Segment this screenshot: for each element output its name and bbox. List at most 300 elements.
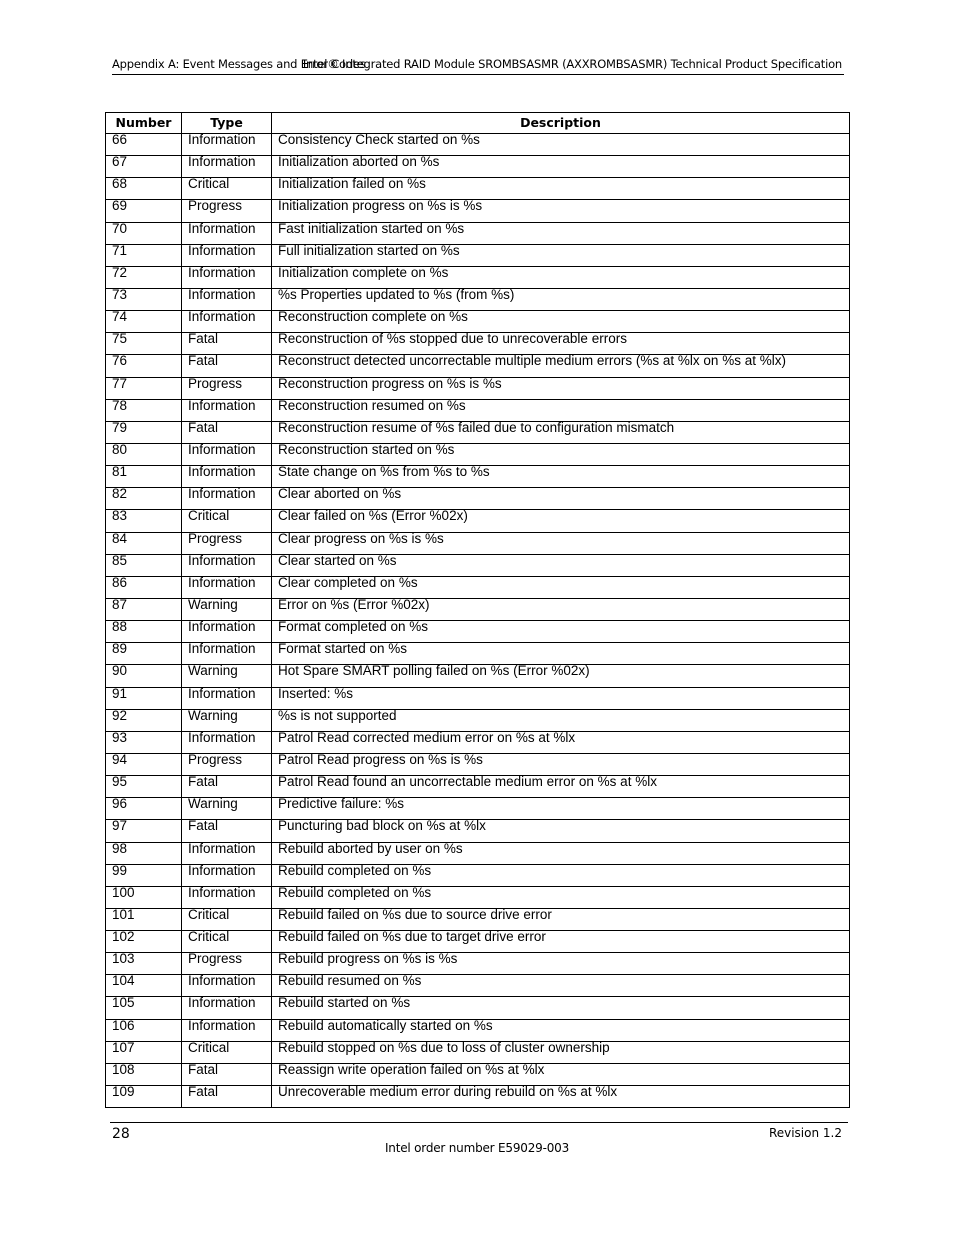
cell-number-text: 72 <box>112 264 128 280</box>
cell-number <box>106 266 182 288</box>
cell-number-text: 90 <box>112 663 128 679</box>
table-row <box>106 200 850 222</box>
header-section-title: Appendix A: Event Messages and Error Codes <box>112 57 366 71</box>
cell-number-text: 69 <box>112 198 128 214</box>
table-row <box>106 244 850 266</box>
cell-description <box>272 554 850 576</box>
cell-description <box>272 1019 850 1041</box>
cell-number-text: 78 <box>112 397 128 413</box>
cell-type-text: Fatal <box>188 1061 219 1077</box>
cell-number-text: 79 <box>112 419 128 435</box>
table-row <box>106 886 850 908</box>
cell-number-text: 100 <box>112 884 135 900</box>
cell-type-text: Critical <box>188 906 230 922</box>
cell-type <box>182 134 272 156</box>
cell-number <box>106 134 182 156</box>
table-row <box>106 266 850 288</box>
cell-description <box>272 200 850 222</box>
cell-description <box>272 908 850 930</box>
cell-type-text: Critical <box>188 176 230 192</box>
cell-description <box>272 178 850 200</box>
cell-type-text: Information <box>188 574 256 590</box>
cell-number-text: 94 <box>112 751 128 767</box>
cell-description-text: Inserted: %s <box>278 685 354 701</box>
cell-description <box>272 377 850 399</box>
cell-number <box>106 864 182 886</box>
cell-type <box>182 709 272 731</box>
cell-type-text: Warning <box>188 663 238 679</box>
cell-type-text: Information <box>188 840 256 856</box>
cell-type <box>182 554 272 576</box>
cell-type <box>182 798 272 820</box>
cell-number <box>106 953 182 975</box>
cell-type-text: Progress <box>188 751 243 767</box>
table-row <box>106 443 850 465</box>
cell-number-text: 93 <box>112 729 128 745</box>
cell-type <box>182 665 272 687</box>
cell-type-text: Information <box>188 309 256 325</box>
cell-number-text: 98 <box>112 840 128 856</box>
cell-description-text: %s is not supported <box>278 707 397 723</box>
cell-type <box>182 288 272 310</box>
cell-description-text: Rebuild started on %s <box>278 995 411 1011</box>
cell-type-text: Critical <box>188 1039 230 1055</box>
cell-type <box>182 1086 272 1108</box>
cell-number-text: 82 <box>112 486 128 502</box>
cell-type-text: Fatal <box>188 353 219 369</box>
cell-type-text: Information <box>188 464 256 480</box>
cell-number <box>106 753 182 775</box>
table-row <box>106 753 850 775</box>
cell-number-text: 74 <box>112 309 128 325</box>
cell-type-text: Information <box>188 729 256 745</box>
cell-description-text: Reconstruction of %s stopped due to unrecoverable errors <box>278 331 627 347</box>
cell-type <box>182 488 272 510</box>
cell-description <box>272 842 850 864</box>
table-row <box>106 864 850 886</box>
column-header-number: Number <box>106 113 182 134</box>
cell-description-text: Initialization aborted on %s <box>278 154 440 170</box>
cell-type-text: Warning <box>188 596 238 612</box>
cell-description-text: Rebuild automatically started on %s <box>278 1017 493 1033</box>
cell-number-text: 96 <box>112 796 128 812</box>
table-row <box>106 311 850 333</box>
cell-number-text: 95 <box>112 774 128 790</box>
cell-type <box>182 842 272 864</box>
table-row <box>106 997 850 1019</box>
cell-number-text: 105 <box>112 995 135 1011</box>
cell-description <box>272 532 850 554</box>
cell-description <box>272 1086 850 1108</box>
cell-description-text: Reconstruction started on %s <box>278 441 455 457</box>
cell-number <box>106 621 182 643</box>
cell-number <box>106 731 182 753</box>
cell-description <box>272 665 850 687</box>
cell-number <box>106 222 182 244</box>
cell-description <box>272 997 850 1019</box>
cell-description-text: State change on %s from %s to %s <box>278 464 490 480</box>
cell-number <box>106 576 182 598</box>
cell-description <box>272 886 850 908</box>
cell-type <box>182 311 272 333</box>
table-row <box>106 222 850 244</box>
cell-number-text: 76 <box>112 353 128 369</box>
cell-number <box>106 997 182 1019</box>
cell-description-text: Full initialization started on %s <box>278 242 460 258</box>
table-row <box>106 421 850 443</box>
cell-number <box>106 908 182 930</box>
cell-type <box>182 753 272 775</box>
cell-description-text: Clear completed on %s <box>278 574 418 590</box>
cell-type-text: Information <box>188 441 256 457</box>
cell-type-text: Information <box>188 132 256 147</box>
cell-type <box>182 687 272 709</box>
table-row <box>106 776 850 798</box>
cell-description-text: Clear progress on %s is %s <box>278 530 444 546</box>
cell-description-text: Rebuild progress on %s is %s <box>278 951 458 967</box>
cell-description-text: Unrecoverable medium error during rebuild on %s at %lx <box>278 1084 618 1100</box>
cell-description-text: Clear failed on %s (Error %02x) <box>278 508 468 524</box>
cell-description <box>272 466 850 488</box>
cell-number-text: 75 <box>112 331 128 347</box>
cell-description <box>272 244 850 266</box>
cell-type-text: Information <box>188 884 256 900</box>
column-header-type: Type <box>182 113 272 134</box>
cell-description <box>272 134 850 156</box>
cell-type <box>182 200 272 222</box>
cell-description-text: Clear started on %s <box>278 552 397 568</box>
cell-description-text: Initialization complete on %s <box>278 264 449 280</box>
cell-number <box>106 1041 182 1063</box>
cell-number-text: 71 <box>112 242 128 258</box>
cell-type <box>182 864 272 886</box>
cell-number-text: 83 <box>112 508 128 524</box>
table-row <box>106 687 850 709</box>
cell-type-text: Information <box>188 486 256 502</box>
cell-description-text: Hot Spare SMART polling failed on %s (Error %02x) <box>278 663 590 679</box>
cell-type <box>182 975 272 997</box>
header-document-title: Intel® Integrated RAID Module SROMBSASMR (AXXROMBSASMR) Technical Product Specification <box>302 57 842 71</box>
footer-divider <box>110 1122 848 1123</box>
cell-type-text: Critical <box>188 929 230 945</box>
cell-number-text: 108 <box>112 1061 135 1077</box>
table-row <box>106 399 850 421</box>
cell-number-text: 102 <box>112 929 135 945</box>
cell-number-text: 70 <box>112 220 128 236</box>
cell-type <box>182 178 272 200</box>
cell-description-text: Rebuild resumed on %s <box>278 973 422 989</box>
table-row <box>106 510 850 532</box>
cell-number-text: 85 <box>112 552 128 568</box>
table-row <box>106 798 850 820</box>
cell-number-text: 66 <box>112 132 128 147</box>
table-row <box>106 908 850 930</box>
table-body <box>106 134 850 1108</box>
cell-number <box>106 156 182 178</box>
cell-description <box>272 621 850 643</box>
cell-description-text: Clear aborted on %s <box>278 486 402 502</box>
cell-type-text: Fatal <box>188 419 219 435</box>
cell-number-text: 92 <box>112 707 128 723</box>
cell-type-text: Fatal <box>188 331 219 347</box>
cell-number <box>106 1063 182 1085</box>
cell-description <box>272 776 850 798</box>
table-row <box>106 709 850 731</box>
cell-description <box>272 753 850 775</box>
cell-description-text: Patrol Read found an uncorrectable medium error on %s at %lx <box>278 774 657 790</box>
cell-description <box>272 288 850 310</box>
cell-number-text: 89 <box>112 641 128 657</box>
table-row <box>106 643 850 665</box>
cell-number-text: 88 <box>112 619 128 635</box>
table-row <box>106 820 850 842</box>
table-row <box>106 1041 850 1063</box>
cell-type <box>182 643 272 665</box>
cell-number <box>106 886 182 908</box>
cell-number <box>106 554 182 576</box>
cell-type <box>182 443 272 465</box>
cell-type-text: Critical <box>188 508 230 524</box>
cell-description-text: Rebuild completed on %s <box>278 884 432 900</box>
order-number: Intel order number E59029-003 <box>384 1141 570 1155</box>
cell-number-text: 84 <box>112 530 128 546</box>
cell-description <box>272 953 850 975</box>
cell-number <box>106 488 182 510</box>
cell-description <box>272 1041 850 1063</box>
table-row <box>106 288 850 310</box>
table-row <box>106 598 850 620</box>
cell-description <box>272 687 850 709</box>
cell-type <box>182 222 272 244</box>
cell-type-text: Information <box>188 220 256 236</box>
cell-number-text: 104 <box>112 973 135 989</box>
table-row <box>106 1086 850 1108</box>
cell-description-text: Rebuild completed on %s <box>278 862 432 878</box>
cell-type <box>182 1041 272 1063</box>
cell-description-text: Patrol Read progress on %s is %s <box>278 751 483 767</box>
cell-type <box>182 266 272 288</box>
cell-type-text: Information <box>188 619 256 635</box>
cell-description-text: Error on %s (Error %02x) <box>278 596 430 612</box>
cell-type-text: Warning <box>188 707 238 723</box>
table-row <box>106 488 850 510</box>
cell-type-text: Information <box>188 685 256 701</box>
cell-type-text: Warning <box>188 796 238 812</box>
cell-description-text: Rebuild failed on %s due to target drive error <box>278 929 546 945</box>
cell-number <box>106 643 182 665</box>
cell-description-text: Reconstruction complete on %s <box>278 309 468 325</box>
cell-type-text: Information <box>188 1017 256 1033</box>
cell-type-text: Fatal <box>188 774 219 790</box>
cell-number <box>106 200 182 222</box>
cell-number-text: 99 <box>112 862 128 878</box>
cell-description-text: %s Properties updated to %s (from %s) <box>278 286 515 302</box>
cell-description-text: Rebuild stopped on %s due to loss of cluster ownership <box>278 1039 610 1055</box>
cell-number <box>106 178 182 200</box>
cell-description-text: Reconstruct detected uncorrectable multiple medium errors (%s at %lx on %s at %lx) <box>278 353 786 369</box>
cell-number <box>106 466 182 488</box>
cell-number <box>106 931 182 953</box>
cell-type-text: Information <box>188 264 256 280</box>
cell-number <box>106 665 182 687</box>
cell-type <box>182 908 272 930</box>
table-row <box>106 576 850 598</box>
cell-description-text: Reconstruction resumed on %s <box>278 397 466 413</box>
table-row <box>106 731 850 753</box>
cell-type-text: Progress <box>188 198 243 214</box>
cell-type-text: Progress <box>188 530 243 546</box>
cell-type <box>182 333 272 355</box>
cell-number <box>106 598 182 620</box>
cell-type <box>182 820 272 842</box>
cell-number-text: 81 <box>112 464 128 480</box>
cell-number <box>106 288 182 310</box>
table-row <box>106 355 850 377</box>
cell-number-text: 87 <box>112 596 128 612</box>
cell-number-text: 101 <box>112 906 135 922</box>
cell-type <box>182 244 272 266</box>
cell-number-text: 106 <box>112 1017 135 1033</box>
cell-number-text: 77 <box>112 375 128 391</box>
cell-description <box>272 731 850 753</box>
cell-number <box>106 244 182 266</box>
cell-type <box>182 532 272 554</box>
cell-description <box>272 576 850 598</box>
cell-type <box>182 1063 272 1085</box>
cell-number-text: 103 <box>112 951 135 967</box>
cell-number-text: 80 <box>112 441 128 457</box>
cell-number-text: 97 <box>112 818 128 834</box>
cell-type <box>182 421 272 443</box>
table-row <box>106 333 850 355</box>
table-row <box>106 178 850 200</box>
cell-description-text: Initialization progress on %s is %s <box>278 198 483 214</box>
cell-description <box>272 156 850 178</box>
cell-description <box>272 709 850 731</box>
cell-number <box>106 687 182 709</box>
cell-type <box>182 621 272 643</box>
cell-number <box>106 975 182 997</box>
cell-number <box>106 1019 182 1041</box>
cell-number-text: 109 <box>112 1084 135 1100</box>
cell-number <box>106 377 182 399</box>
cell-type-text: Information <box>188 862 256 878</box>
cell-number-text: 67 <box>112 154 128 170</box>
cell-number <box>106 709 182 731</box>
cell-number <box>106 399 182 421</box>
table-row <box>106 621 850 643</box>
cell-number <box>106 776 182 798</box>
cell-description <box>272 798 850 820</box>
cell-type <box>182 576 272 598</box>
cell-type-text: Information <box>188 286 256 302</box>
cell-description-text: Format started on %s <box>278 641 408 657</box>
cell-type-text: Fatal <box>188 818 219 834</box>
cell-type <box>182 510 272 532</box>
cell-description-text: Fast initialization started on %s <box>278 220 465 236</box>
cell-number <box>106 355 182 377</box>
cell-description-text: Reconstruction progress on %s is %s <box>278 375 502 391</box>
cell-description-text: Patrol Read corrected medium error on %s at %lx <box>278 729 576 745</box>
cell-description <box>272 488 850 510</box>
cell-type-text: Progress <box>188 951 243 967</box>
page-header <box>112 56 844 75</box>
cell-number <box>106 311 182 333</box>
column-header-description: Description <box>272 113 850 134</box>
cell-description <box>272 421 850 443</box>
cell-type <box>182 466 272 488</box>
cell-type <box>182 355 272 377</box>
table-row <box>106 1063 850 1085</box>
cell-number <box>106 532 182 554</box>
cell-type <box>182 598 272 620</box>
cell-description <box>272 820 850 842</box>
cell-number <box>106 421 182 443</box>
table-row <box>106 134 850 156</box>
cell-description <box>272 443 850 465</box>
cell-type-text: Information <box>188 552 256 568</box>
cell-description <box>272 355 850 377</box>
cell-description-text: Rebuild aborted by user on %s <box>278 840 463 856</box>
table-row <box>106 156 850 178</box>
cell-number-text: 91 <box>112 685 128 701</box>
cell-description-text: Predictive failure: %s <box>278 796 405 812</box>
cell-type <box>182 953 272 975</box>
table-header-row <box>106 113 850 134</box>
cell-description-text: Format completed on %s <box>278 619 429 635</box>
cell-number-text: 73 <box>112 286 128 302</box>
table-row <box>106 532 850 554</box>
cell-description <box>272 222 850 244</box>
table-row <box>106 665 850 687</box>
cell-description-text: Reassign write operation failed on %s at %lx <box>278 1061 545 1077</box>
cell-number <box>106 510 182 532</box>
cell-type-text: Fatal <box>188 1084 219 1100</box>
table-row <box>106 931 850 953</box>
table-row <box>106 466 850 488</box>
cell-type <box>182 997 272 1019</box>
page-number: 28 <box>112 1126 130 1142</box>
cell-type <box>182 886 272 908</box>
cell-description-text: Reconstruction resume of %s failed due to configuration mismatch <box>278 419 675 435</box>
cell-description <box>272 931 850 953</box>
cell-type <box>182 399 272 421</box>
cell-description <box>272 1063 850 1085</box>
cell-type <box>182 377 272 399</box>
cell-number-text: 107 <box>112 1039 135 1055</box>
cell-number <box>106 798 182 820</box>
cell-description <box>272 864 850 886</box>
cell-number <box>106 443 182 465</box>
cell-description <box>272 266 850 288</box>
cell-number <box>106 333 182 355</box>
cell-description <box>272 510 850 532</box>
cell-type-text: Information <box>188 397 256 413</box>
table-row <box>106 554 850 576</box>
cell-description <box>272 975 850 997</box>
cell-number <box>106 820 182 842</box>
cell-type-text: Information <box>188 641 256 657</box>
cell-type <box>182 731 272 753</box>
cell-type-text: Information <box>188 995 256 1011</box>
cell-type <box>182 776 272 798</box>
cell-number-text: 86 <box>112 574 128 590</box>
cell-type-text: Information <box>188 242 256 258</box>
cell-number <box>106 842 182 864</box>
cell-description <box>272 598 850 620</box>
cell-number <box>106 1086 182 1108</box>
cell-description <box>272 643 850 665</box>
